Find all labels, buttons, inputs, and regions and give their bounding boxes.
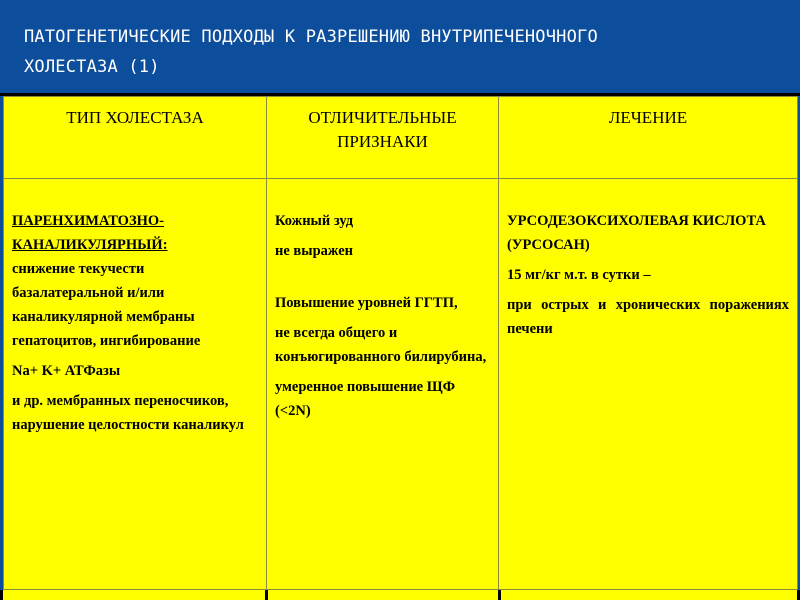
table-header-row [4, 97, 798, 179]
treatment-drug: УРСОДЕЗОКСИХОЛЕВАЯ КИСЛОТА (УРСОСАН) [507, 213, 766, 253]
cell-treatment [499, 179, 798, 590]
sign-not-expressed: не выражен [275, 243, 353, 259]
slide-title-line2: ХОЛЕСТАЗА (1) [24, 57, 160, 77]
treatment-indication: при острых и хронических поражениях печени [507, 297, 789, 337]
table-row [4, 179, 798, 590]
type-transporters: и др. мембранных переносчиков, нарушение целостности каналикул [12, 393, 244, 433]
header-distinctive-signs: ОТЛИЧИТЕЛЬНЫЕ ПРИЗНАКИ [267, 97, 499, 179]
sign-itch: Кожный зуд [275, 213, 354, 229]
type-heading-line1: ПАРЕНХИМАТОЗНО- [12, 213, 164, 229]
cholestasis-table [3, 96, 798, 590]
type-heading-line2: КАНАЛИКУЛЯРНЫЙ: [12, 237, 168, 253]
slide-title-line1: ПАТОГЕНЕТИЧЕСКИЕ ПОДХОДЫ К РАЗРЕШЕНИЮ ВНУТРИПЕЧЕНОЧНОГО [24, 27, 598, 47]
type-atpase: Na+ K+ АТФазы [12, 363, 121, 379]
sign-ggtp: Повышение уровней ГГТП, [275, 295, 458, 311]
sign-bilirubin: не всегда общего и конъюгированного билирубина, [275, 325, 487, 365]
bottom-border [0, 590, 800, 600]
treatment-dose: 15 мг/кг м.т. в сутки – [507, 267, 651, 283]
header-treatment: ЛЕЧЕНИЕ [499, 97, 798, 179]
slide-title [0, 0, 800, 92]
type-description: снижение текучести базалатеральной и/или каналикулярной мембраны гепатоцитов, ингибирование [12, 261, 201, 349]
header-cholestasis-type: ТИП ХОЛЕСТАЗА [4, 97, 267, 179]
cell-distinctive-signs [267, 179, 499, 590]
sign-alp: умеренное повышение ЩФ (<2N) [275, 379, 456, 419]
cell-cholestasis-type [4, 179, 267, 590]
